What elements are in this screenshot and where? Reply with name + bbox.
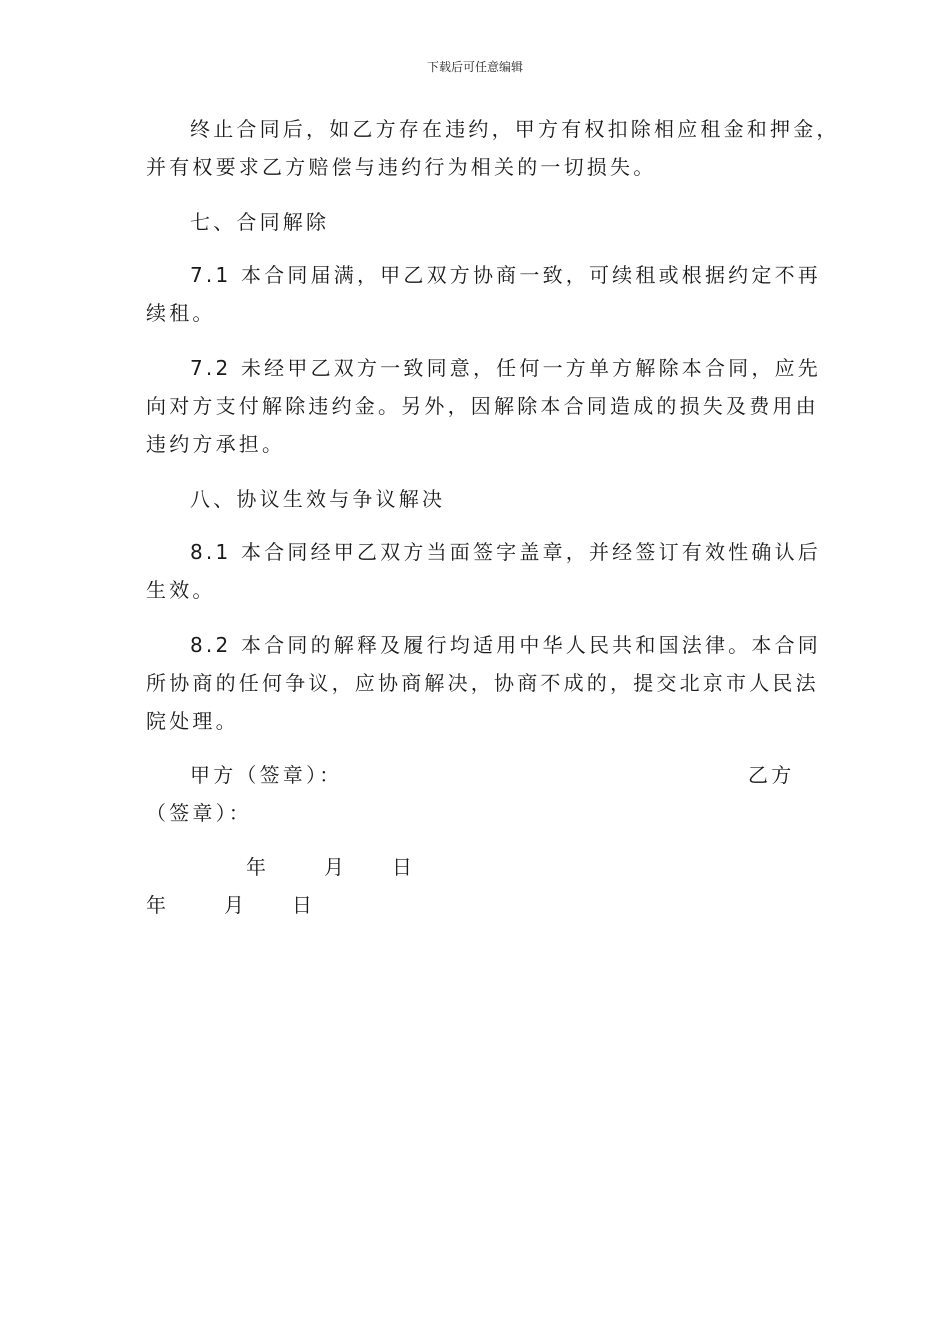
page-header: 下载后可任意编辑	[426, 60, 523, 74]
date-day-a: 日	[392, 855, 412, 879]
date-month-b: 月	[224, 893, 244, 917]
date-year-a: 年	[246, 855, 266, 879]
section-heading-7: 七、合同解除	[190, 210, 330, 234]
paragraph-line: 7.1 本合同届满，甲乙双方协商一致，可续租或根据约定不再	[190, 263, 821, 287]
paragraph-line: 向对方支付解除违约金。另外，因解除本合同造成的损失及费用由	[146, 394, 819, 418]
paragraph-line: 8.1 本合同经甲乙双方当面签字盖章，并经签订有效性确认后	[190, 540, 821, 564]
party-a-signature-label: 甲方（签章）：	[190, 763, 343, 787]
section-heading-8: 八、协议生效与争议解决	[190, 487, 446, 511]
paragraph-7-2	[146, 349, 821, 463]
paragraph-line: 续租。	[146, 301, 216, 325]
paragraph-line: 并有权要求乙方赔偿与违约行为相关的一切损失。	[146, 155, 657, 179]
paragraph-line: 院处理。	[146, 709, 239, 733]
paragraph-line: 8.2 本合同的解释及履行均适用中华人民共和国法律。本合同	[190, 633, 821, 657]
paragraph-termination	[146, 110, 840, 186]
paragraph-line: 终止合同后，如乙方存在违约，甲方有权扣除相应租金和押金，	[190, 117, 840, 141]
date-day-b: 日	[292, 893, 312, 917]
date-month-a: 月	[324, 855, 344, 879]
paragraph-line: 生效。	[146, 578, 216, 602]
paragraph-line: 违约方承担。	[146, 432, 286, 456]
paragraph-7-1	[146, 256, 821, 332]
party-b-signature-label-cont: （签章）：	[146, 801, 252, 825]
paragraph-line: 所协商的任何争议，应协商解决，协商不成的，提交北京市人民法	[146, 671, 819, 695]
paragraph-8-2	[146, 626, 821, 740]
paragraph-8-1	[146, 533, 821, 609]
paragraph-line: 7.2 未经甲乙双方一致同意，任何一方单方解除本合同，应先	[190, 356, 821, 380]
date-year-b: 年	[146, 893, 166, 917]
party-b-signature-label: 乙方	[748, 763, 795, 787]
